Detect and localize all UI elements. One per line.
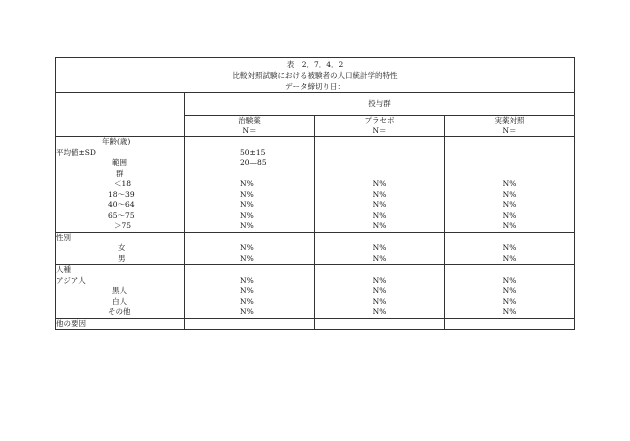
arm-name: 実薬対照 <box>494 116 525 125</box>
section-heading-race: 人種 <box>56 265 185 276</box>
row-label: アジア人 <box>56 276 185 287</box>
table-row <box>56 200 575 211</box>
cell-value: N% <box>315 286 445 297</box>
cell-value: N% <box>445 307 575 318</box>
cell-value: N% <box>185 179 315 190</box>
cell-value: N% <box>445 211 575 222</box>
row-label: 男 <box>56 254 185 265</box>
cell-value: N% <box>185 286 315 297</box>
table-row <box>56 221 575 232</box>
cell-value: N% <box>315 297 445 308</box>
table-row <box>56 254 575 265</box>
row-label: ＜18 <box>56 179 185 190</box>
cell-value: N% <box>445 190 575 201</box>
cell-value <box>315 169 445 180</box>
cell-value <box>445 148 575 159</box>
arm-header-active-control <box>445 116 575 137</box>
table-row <box>56 297 575 308</box>
header-blank-cell <box>56 93 185 137</box>
cell-value: N% <box>315 254 445 265</box>
row-label: 18～39 <box>56 190 185 201</box>
cell-value: N% <box>445 286 575 297</box>
arm-n: N＝ <box>242 126 257 135</box>
cell-value: N% <box>445 254 575 265</box>
row-label: 40～64 <box>56 200 185 211</box>
row-label: その他 <box>56 307 185 318</box>
cell-value <box>445 158 575 169</box>
cell-value <box>315 148 445 159</box>
table-number: 表 2．7．4．2 <box>286 60 344 69</box>
cell-value: N% <box>315 307 445 318</box>
arm-n: N＝ <box>372 126 387 135</box>
cell-value: 20—85 <box>185 158 315 169</box>
cell-value: N% <box>315 179 445 190</box>
cell-value: N% <box>445 221 575 232</box>
table-row <box>56 158 575 169</box>
cell-value: N% <box>315 276 445 287</box>
cell-value: N% <box>445 276 575 287</box>
cell-value: N% <box>445 200 575 211</box>
arm-name: 治験薬 <box>238 116 261 125</box>
cell-value: 50±15 <box>185 148 315 159</box>
cell-value: N% <box>445 179 575 190</box>
cell-value: N% <box>185 297 315 308</box>
cell-value: N% <box>315 211 445 222</box>
cell-value <box>445 137 575 148</box>
cell-value: N% <box>185 211 315 222</box>
table-row <box>56 286 575 297</box>
cell-value: N% <box>445 243 575 254</box>
cell-value: N% <box>445 297 575 308</box>
arm-header-investigational <box>185 116 315 137</box>
cell-value: N% <box>315 200 445 211</box>
cell-value <box>315 137 445 148</box>
cell-value: N% <box>185 243 315 254</box>
cell-value: N% <box>315 243 445 254</box>
cell-value: N% <box>185 276 315 287</box>
arm-n: N＝ <box>502 126 517 135</box>
row-label: 白人 <box>56 297 185 308</box>
row-label: 平均値±SD <box>56 148 185 159</box>
treatment-group-header: 投与群 <box>185 93 575 116</box>
demographics-table <box>55 57 575 330</box>
table-row <box>56 276 575 287</box>
row-label: 65～75 <box>56 211 185 222</box>
section-heading-other: 他の要因 <box>56 318 185 330</box>
cell-value: N% <box>185 200 315 211</box>
cell-value <box>185 137 315 148</box>
cell-value <box>445 169 575 180</box>
table-row <box>56 190 575 201</box>
table-caption: 比較対照試験における被験者の人口統計学的特性 <box>232 71 398 80</box>
table-row <box>56 148 575 159</box>
table-row <box>56 307 575 318</box>
cell-value <box>315 158 445 169</box>
table-row <box>56 243 575 254</box>
cell-value: N% <box>185 307 315 318</box>
cell-value: N% <box>185 254 315 265</box>
table-row <box>56 169 575 180</box>
row-label: 女 <box>56 243 185 254</box>
arm-header-placebo <box>315 116 445 137</box>
cell-value: N% <box>185 190 315 201</box>
row-label: 群 <box>56 169 185 180</box>
table-row <box>56 179 575 190</box>
cell-value: N% <box>185 221 315 232</box>
row-label: ＞75 <box>56 221 185 232</box>
cell-value: N% <box>315 190 445 201</box>
arm-name: プラセボ <box>364 116 395 125</box>
section-heading-sex: 性別 <box>56 232 185 243</box>
row-label: 黒人 <box>56 286 185 297</box>
table-title <box>56 58 575 93</box>
section-heading-row <box>56 232 575 243</box>
cell-value: N% <box>315 221 445 232</box>
row-label: 範囲 <box>56 158 185 169</box>
table-row <box>56 137 575 148</box>
row-label: 年齢(歳) <box>56 137 185 148</box>
section-heading-row <box>56 318 575 330</box>
table-row <box>56 211 575 222</box>
cell-value <box>185 169 315 180</box>
data-cutoff-label: データ締切り日： <box>285 82 345 91</box>
section-heading-row <box>56 265 575 276</box>
